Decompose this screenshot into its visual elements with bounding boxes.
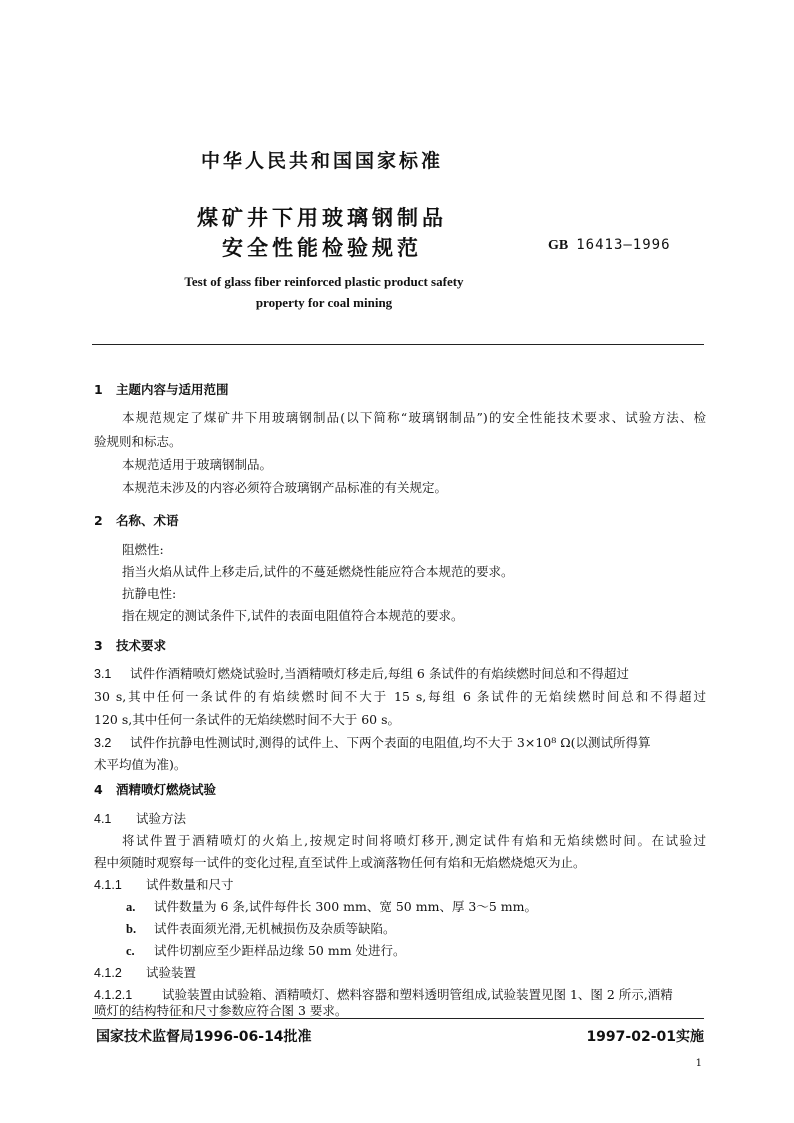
list-marker: a. [126,900,136,914]
section-number: 4 [94,782,103,797]
paragraph-line: 术平均值为准)。 [94,757,187,772]
list-item-text: 试件表面须光滑,无机械损伤及杂质等缺陷。 [154,921,396,936]
document-title-line1: 煤矿井下用玻璃钢制品 [197,206,447,230]
term-label: 抗静电性: [122,586,177,601]
clause-4-1-1 [94,875,234,893]
clause-number: 4.1 [94,812,112,826]
clause-number: 4.1.2.1 [94,988,133,1002]
list-item-text: 试件数量为 6 条,试件每件长 300 mm、宽 50 mm、厚 3～5 mm。 [154,899,538,914]
section-4-heading [94,780,216,798]
paragraph-line: 120 s,其中任何一条试件的无焰续燃时间不大于 60 s。 [94,712,400,727]
page-number: 1 [695,1058,702,1069]
section-title: 酒精喷灯燃烧试验 [116,782,217,797]
clause-title: 试件数量和尺寸 [146,877,234,892]
footer-divider [92,1018,704,1019]
section-title: 主题内容与适用范围 [116,382,229,397]
national-standard-heading: 中华人民共和国国家标准 [200,150,443,172]
clause-3-1 [94,664,706,682]
standard-code-number: 16413—1996 [576,237,671,253]
clause-text: 试件作酒精喷灯燃烧试验时,当酒精喷灯移走后,每组 6 条试件的有焰续燃时间总和不得超过 [130,666,629,681]
paragraph-line: 程中须随时观察每一试件的变化过程,直至试件上或滴落物任何有焰和无焰燃烧熄灭为止。 [94,855,586,870]
list-item-a [126,897,537,915]
paragraph-line: 本规范未涉及的内容必须符合玻璃钢产品标准的有关规定。 [122,480,448,495]
clause-number: 3.2 [94,736,112,750]
paragraph-line: 喷灯的结构特征和尺寸参数应符合图 3 要求。 [94,1003,348,1018]
document-title-line2: 安全性能检验规范 [222,236,422,260]
paragraph-line: 将试件置于酒精喷灯的火焰上,按规定时间将喷灯移开,测定试件有焰和无焰续燃时间。在试验过 [122,833,706,848]
list-item-text: 试件切割应至少距样品边缘 50 mm 处进行。 [154,943,406,958]
list-item-c [126,941,406,959]
clause-number: 3.1 [94,667,112,681]
list-marker: b. [126,922,137,936]
clause-3-2 [94,733,706,751]
paragraph-line: 本规范适用于玻璃钢制品。 [122,457,273,472]
term-definition: 指当火焰从试件上移走后,试件的不蔓延燃烧性能应符合本规范的要求。 [122,564,514,579]
standard-code-prefix: GB [548,238,569,253]
paragraph-line: 本规范规定了煤矿井下用玻璃钢制品(以下简称“玻璃钢制品”)的安全性能技术要求、试验方法、检 [122,410,706,425]
standard-code [548,237,671,254]
paragraph-line: 30 s,其中任何一条试件的有焰续燃时间不大于 15 s,每组 6 条试件的无焰续燃时间总和不得超过 [94,689,706,704]
section-number: 3 [94,638,103,653]
header-divider [92,344,704,345]
clause-text: 试件作抗静电性测试时,测得的试件上、下两个表面的电阻值,均不大于 3×10⁸ Ω(以测试所得算 [130,735,651,750]
section-1-heading [94,380,229,398]
english-title-line1: Test of glass fiber reinforced plastic product safety [184,274,464,289]
section-number: 2 [94,513,103,528]
approval-statement: 国家技术监督局1996-06-14批准 [96,1029,312,1045]
clause-title: 试验装置 [146,965,197,980]
section-number: 1 [94,382,103,397]
term-definition: 指在规定的测试条件下,试件的表面电阻值符合本规范的要求。 [122,608,464,623]
clause-number: 4.1.1 [94,878,122,892]
implementation-date: 1997-02-01实施 [586,1029,704,1045]
english-title-line2: property for coal mining [255,295,393,310]
clause-text: 试验装置由试验箱、酒精喷灯、燃料容器和塑料透明管组成,试验装置见图 1、图 2 所示,酒精 [162,987,673,1002]
clause-number: 4.1.2 [94,966,122,980]
clause-4-1-2 [94,963,196,981]
section-title: 名称、术语 [116,513,179,528]
list-item-b [126,919,395,937]
section-title: 技术要求 [116,638,167,653]
clause-title: 试验方法 [136,811,187,826]
paragraph-line: 验规则和标志。 [94,434,182,449]
section-2-heading [94,511,179,529]
section-3-heading [94,636,166,654]
list-marker: c. [126,944,135,958]
clause-4-1 [94,809,186,827]
term-label: 阻燃性: [122,542,164,557]
